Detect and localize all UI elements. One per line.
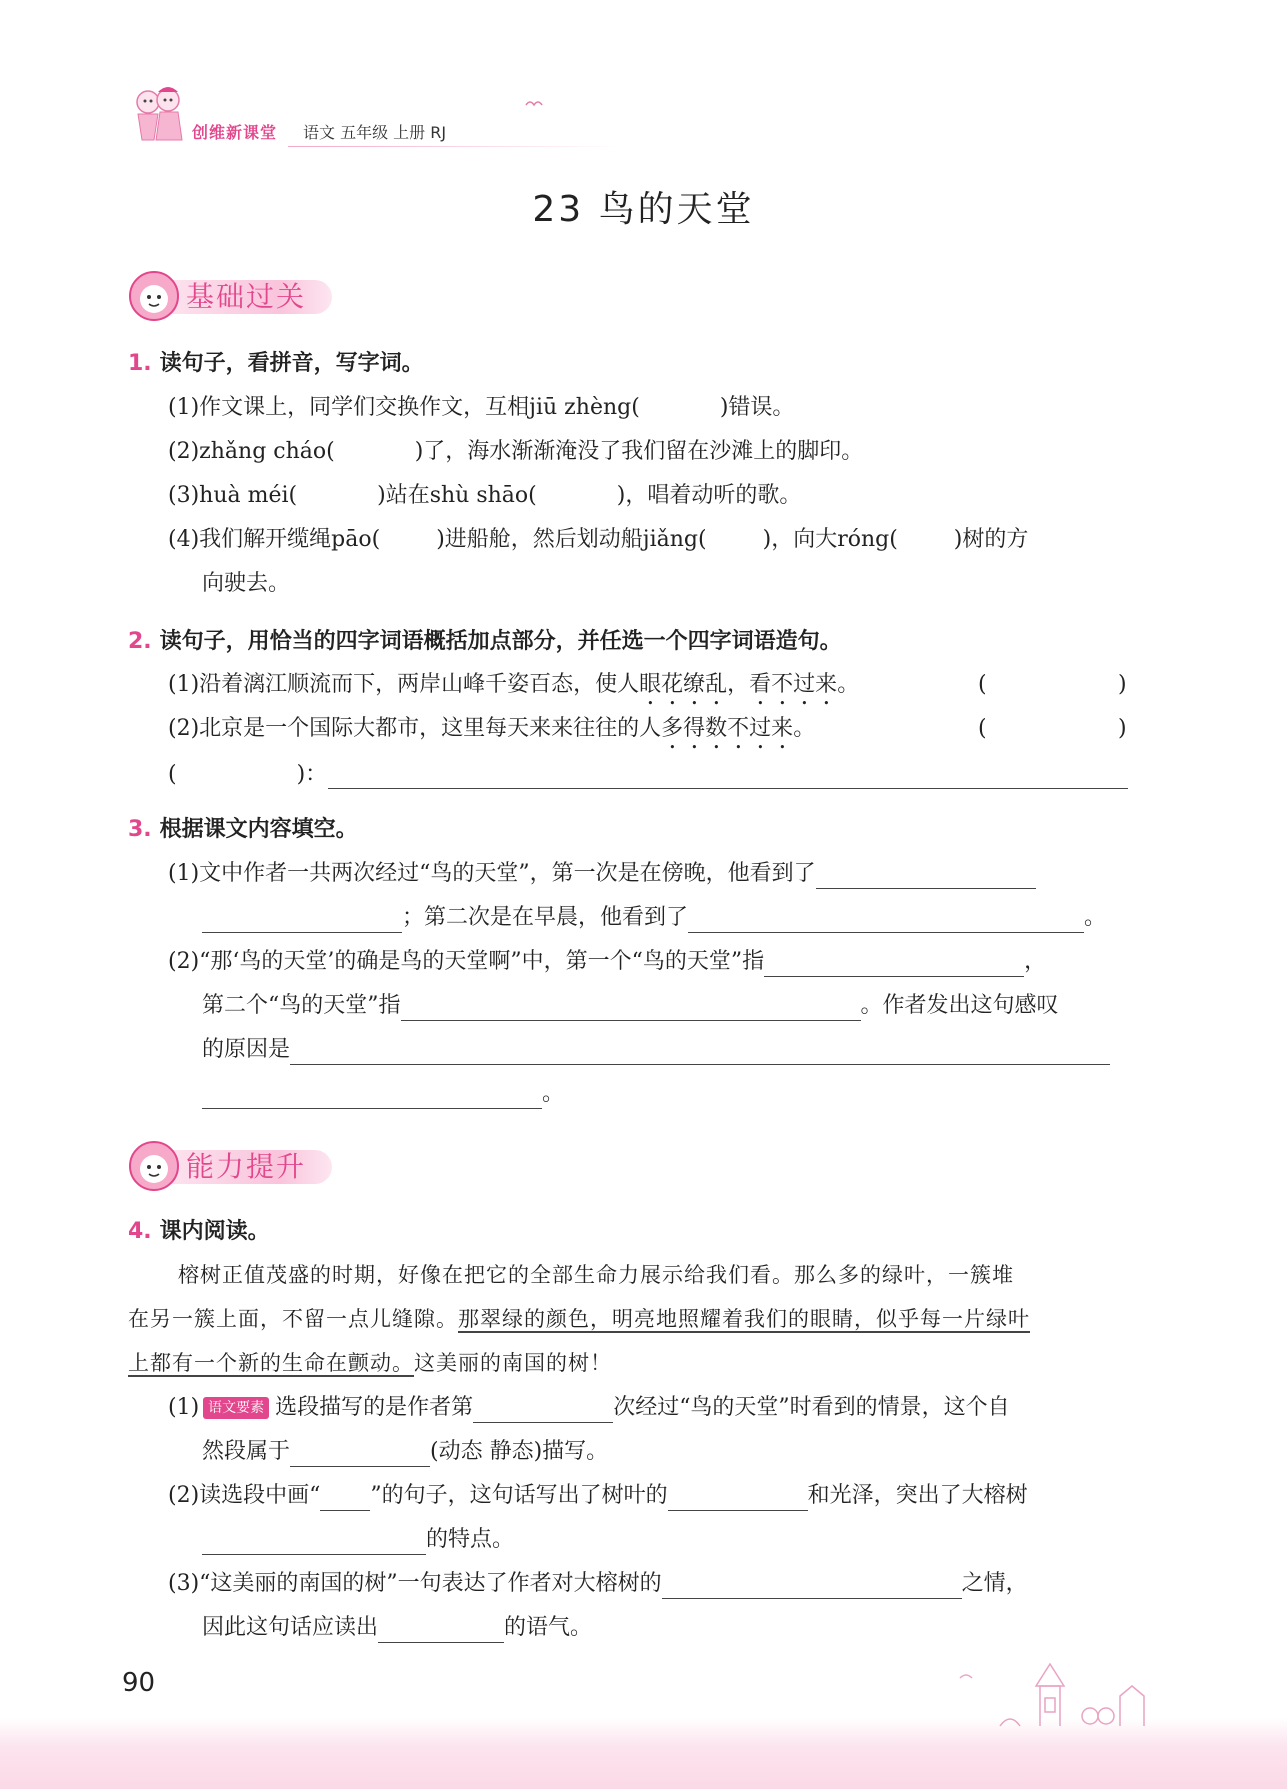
section-banner-advanced (128, 1140, 350, 1194)
footer-band (0, 1718, 1287, 1789)
answer-line[interactable] (328, 766, 1128, 789)
book-info: 语文 五年级 上册 RJ (303, 123, 447, 142)
reading-passage: 榕树正值茂盛的时期，好像在把它的全部生命力展示给我们看。那么多的绿叶，一簇堆 在另一簇上面，不留一点儿缝隙。那翠绿的颜色，明亮地照耀着我们的眼睛，似乎每一片绿叶 上都有一个新的生命在颤动。这美丽的南国的树！ (128, 1263, 1030, 1375)
answer-line[interactable] (202, 1532, 426, 1555)
lesson-title: 23 鸟的天堂 (532, 189, 755, 230)
answer-line[interactable] (401, 998, 861, 1021)
answer-line[interactable] (668, 1488, 808, 1511)
q3-line-2: ；第二次是在早晨，他看到了 。 (202, 903, 1127, 933)
header-divider (288, 146, 618, 147)
section-title-advanced: 能力提升 (186, 1150, 307, 1183)
answer-line[interactable] (290, 1042, 1110, 1065)
question-title: 课内阅读。 (159, 1219, 270, 1244)
q1-item-4: (4)我们解开缆绳pāo( )进船舱，然后划动船jiǎng( )，向大róng( )树的方 (168, 527, 1029, 552)
q1-item-2: (2)zhǎng cháo( )了，海水渐渐淹没了我们留在沙滩上的脚印。 (168, 439, 864, 464)
question-number: 2. (128, 629, 152, 654)
kids-logo-icon (128, 82, 190, 152)
section-face-icon (128, 270, 180, 322)
q3-line-4: 第二个“鸟的天堂”指 。作者发出这句感叹 (202, 991, 1127, 1021)
bird-deco-icon (524, 97, 544, 111)
section-title-basic: 基础过关 (186, 280, 307, 313)
q2-sentence-1: (1)沿着漓江顺流而下，两岸山峰千姿百态，使人眼花缭乱，看不过来。 ( ) (168, 672, 1127, 697)
question-number: 1. (128, 351, 152, 376)
question-4-heading (128, 1217, 270, 1247)
q3-line-6: 。 (202, 1079, 1127, 1109)
q4-sub-3-cont: 因此这句话应读出 的语气。 (202, 1613, 1127, 1643)
q3-line-1: (1)文中作者一共两次经过“鸟的天堂”，第一次是在傍晚，他看到了 (168, 859, 1127, 889)
section-face-icon (128, 1140, 180, 1192)
q2-make-sentence[interactable]: ( )： (168, 760, 1127, 790)
element-tag: 语文要素 (203, 1397, 269, 1419)
answer-line[interactable] (816, 866, 1036, 889)
q4-sub-2-cont: 的特点。 (202, 1525, 1127, 1555)
dotted-phrase: 眼花缭乱，看不过来 (639, 672, 838, 697)
q1-item-3: (3)huà méi( )站在shù shāo( )，唱着动听的歌。 (168, 483, 802, 508)
answer-line[interactable] (202, 1086, 542, 1109)
underlined-sentence: 那翠绿的颜色，明亮地照耀着我们的眼睛，似乎每一片绿叶 (458, 1307, 1030, 1331)
q3-line-5: 的原因是 (202, 1035, 1127, 1065)
answer-line[interactable] (473, 1400, 613, 1423)
section-banner-basic (128, 270, 350, 324)
question-title: 读句子，用恰当的四字词语概括加点部分，并任选一个四字词语造句。 (159, 629, 842, 654)
answer-line[interactable] (290, 1444, 430, 1467)
q3-line-3: (2)“那‘鸟的天堂’的确是鸟的天堂啊”中，第一个“鸟的天堂”指 ， (168, 947, 1127, 977)
answer-line[interactable] (202, 910, 402, 933)
question-number: 3. (128, 817, 152, 842)
answer-line[interactable] (378, 1620, 504, 1643)
page-header (128, 82, 528, 152)
q4-sub-1-cont: 然段属于 (动态 静态)描写。 (202, 1437, 1127, 1467)
underlined-sentence: 上都有一个新的生命在颤动。 (128, 1351, 414, 1375)
answer-line[interactable] (662, 1576, 962, 1599)
series-name: 创维新课堂 (192, 123, 278, 142)
q1-item-4-cont: 向驶去。 (202, 571, 291, 596)
answer-line[interactable] (764, 954, 1024, 977)
question-1-heading (128, 349, 424, 379)
q4-sub-1: (1) 语文要素 选段描写的是作者第 次经过“鸟的天堂”时看到的情景，这个自 (168, 1393, 1127, 1423)
question-title: 读句子，看拼音，写字词。 (159, 351, 424, 376)
dotted-phrase: 多得数不过来 (661, 716, 794, 741)
page-number: 90 (122, 1668, 156, 1698)
question-number: 4. (128, 1219, 152, 1244)
q2-sentence-2: (2)北京是一个国际大都市，这里每天来来往往的人多得数不过来。 ( ) (168, 716, 1127, 741)
q4-sub-2: (2)读选段中画“ ”的句子，这句话写出了树叶的 和光泽，突出了大榕树 (168, 1481, 1127, 1511)
q4-sub-3: (3)“这美丽的南国的树”一句表达了作者对大榕树的 之情， (168, 1569, 1127, 1599)
castle-deco-icon (940, 1648, 1160, 1728)
question-2-heading (128, 627, 842, 657)
answer-line[interactable] (688, 910, 1084, 933)
question-title: 根据课文内容填空。 (159, 817, 358, 842)
q1-item-1: (1)作文课上，同学们交换作文，互相jiū zhèng( )错误。 (168, 395, 795, 420)
question-3-heading (128, 815, 358, 845)
